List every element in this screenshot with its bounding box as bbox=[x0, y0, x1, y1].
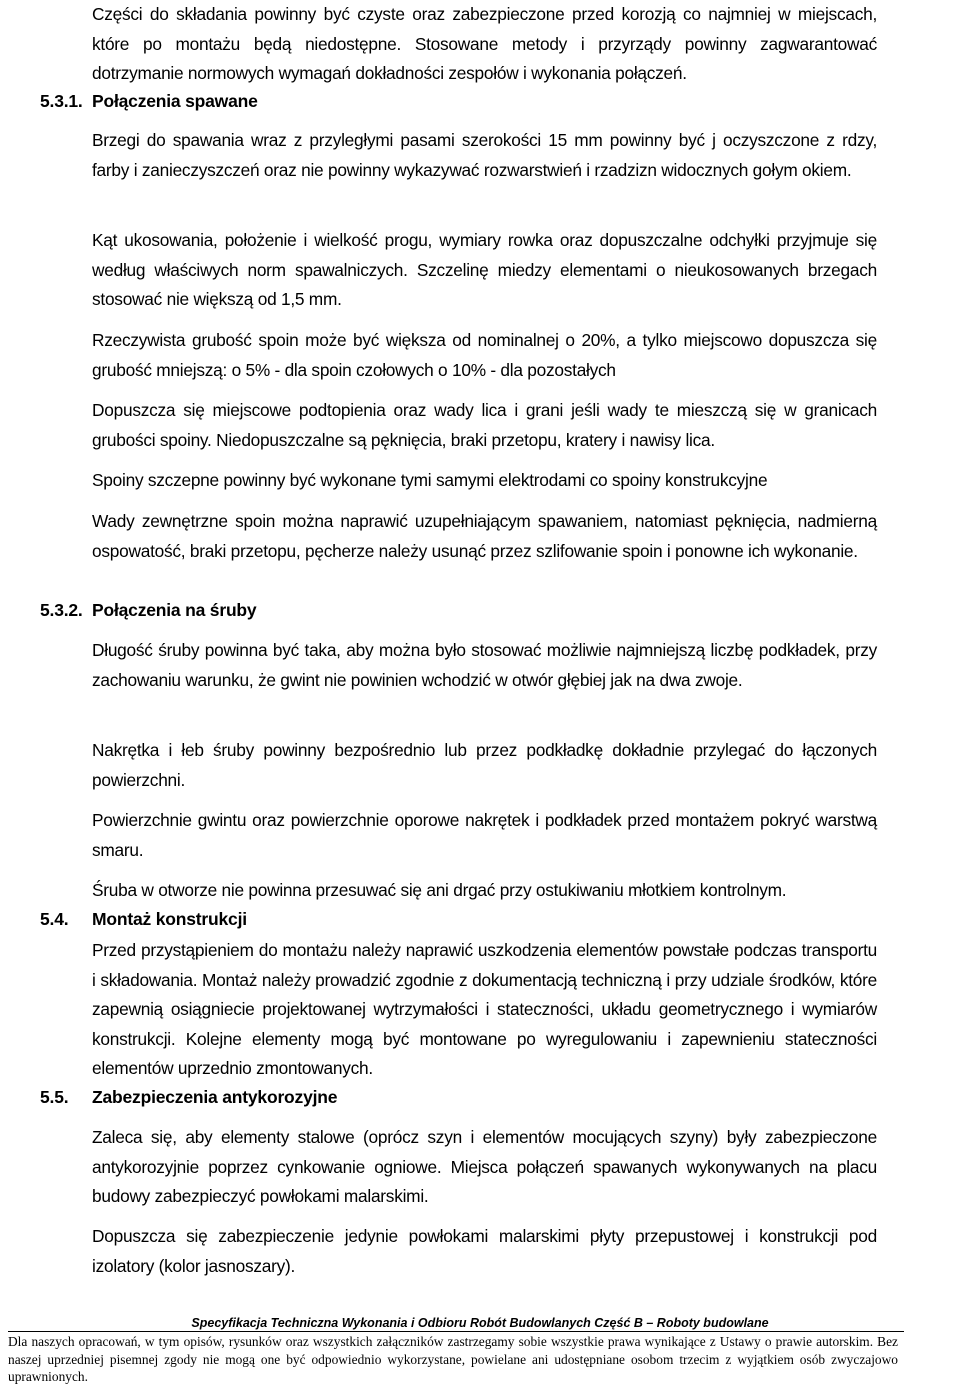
paragraph-external-defects: Wady zewnętrzne spoin można naprawić uzupełniającym spawaniem, natomiast pęknięcia, nadmierną ospowatość, braki przetopu, pęcherze należy usunąć przez szlifowanie spoin i ponowne ich wykonanie. bbox=[92, 511, 877, 561]
paragraph-bevel-angle: Kąt ukosowania, położenie i wielkość progu, wymiary rowka oraz dopuszczalne odchyłki przyjmuje się według właściwych norm spawalniczych. Szczelinę miedzy elementami o nieukosowanych brzegach stosować nie większą od 1,5 mm. bbox=[92, 230, 877, 309]
paragraph-bolt-hole: Śruba w otworze nie powinna przesuwać się ani drgać przy ostukiwaniu młotkiem kontrolnym. bbox=[92, 880, 787, 900]
heading-title: Zabezpieczenia antykorozyjne bbox=[92, 1087, 338, 1107]
footer-divider bbox=[8, 1331, 904, 1332]
heading-number: 5.3.2. bbox=[40, 600, 83, 620]
paragraph-paint-coating: Dopuszcza się zabezpieczenie jedynie powłokami malarskimi płyty przepustowej i konstrukcji pod izolatory (kolor jasnoszary). bbox=[92, 1226, 877, 1276]
paragraph-weld-thickness: Rzeczywista grubość spoin może być większa od nominalnej o 20%, a tylko miejscowo dopuszcza się grubość mniejszą: o 5% - dla spoin czołowych o 10% - dla pozostałych bbox=[92, 330, 877, 380]
paragraph-bolt-length: Długość śruby powinna być taka, aby można było stosować możliwie najmniejszą liczbę podkładek, przy zachowaniu warunku, że gwint nie powinien wchodzić w otwór głębiej jak na dwa zwoje. bbox=[92, 640, 877, 690]
paragraph-parts-cleanliness: Części do składania powinny być czyste oraz zabezpieczone przed korozją co najmniej w miejscach, które po montażu będą niedostępne. Stosowane metody i przyrządy powinny zagwarantować dotrzymanie normowych wymagań dokładności zespołów i wykonania połączeń. bbox=[92, 4, 877, 83]
paragraph-thread-surfaces: Powierzchnie gwintu oraz powierzchnie oporowe nakrętek i podkładek przed montażem pokryć warstwą smaru. bbox=[92, 810, 877, 860]
heading-number: 5.3.1. bbox=[40, 91, 83, 111]
heading-title: Połączenia na śruby bbox=[92, 600, 257, 620]
paragraph-tack-welds: Spoiny szczepne powinny być wykonane tymi samymi elektrodami co spoiny konstrukcyjne bbox=[92, 470, 768, 490]
paragraph-welding-edges: Brzegi do spawania wraz z przyległymi pasami szerokości 15 mm powinny być j oczyszczone z rdzy, farby i zanieczyszczeń oraz nie powinny wykazywać rozwarstwień i rzadzizn widocznych gołym okiem. bbox=[92, 130, 877, 180]
paragraph-galvanizing: Zaleca się, aby elementy stalowe (oprócz szyn i elementów mocujących szyny) były zabezpieczone antykorozyjnie poprzez cynkowanie ogniowe. Miejsca połączeń spawanych wykonywanych na placu budowy zabezpieczyć powłokami malarskimi. bbox=[92, 1127, 877, 1206]
paragraph-weld-defects: Dopuszcza się miejscowe podtopienia oraz wady lica i grani jeśli wady te mieszczą się w granicach grubości spoiny. Niedopuszczalne są pęknięcia, braki przetopu, kratery i nawisy lica. bbox=[92, 400, 877, 450]
heading-title: Połączenia spawane bbox=[92, 91, 258, 111]
heading-number: 5.5. bbox=[40, 1087, 69, 1107]
footer-copyright-note: Dla naszych opracowań, w tym opisów, rysunków oraz wszystkich załączników zastrzegamy sobie wszystkie prawa wynikające z Ustawy o prawie autorskim. Bez naszej uprzedniej pisemnej zgody nie mogą one być odpowiednio wykorzystane, powielane ani udostępniane osobom trzecim z wyjątkiem osób zwyczajowo uprawnionych. bbox=[8, 1334, 898, 1384]
heading-number: 5.4. bbox=[40, 909, 69, 929]
footer-title: Specyfikacja Techniczna Wykonania i Odbioru Robót Budowlanych Część B – Roboty budowlane bbox=[191, 1316, 769, 1330]
heading-title: Montaż konstrukcji bbox=[92, 909, 247, 929]
paragraph-nut-head: Nakrętka i łeb śruby powinny bezpośrednio lub przez podkładkę dokładnie przylegać do łączonych powierzchni. bbox=[92, 740, 877, 790]
paragraph-assembly: Przed przystąpieniem do montażu należy naprawić uszkodzenia elementów powstałe podczas transportu i składowania. Montaż należy prowadzić zgodnie z dokumentacją techniczną i przy udziale środków, które zapewnią osiągniecie projektowanej wytrzymałości i stateczności, układu geometrycznego i wymiarów konstrukcji. Kolejne elementy mogą być montowane po wyregulowaniu i zapewnieniu stateczności elementów uprzednio zmontowanych. bbox=[92, 940, 877, 1078]
